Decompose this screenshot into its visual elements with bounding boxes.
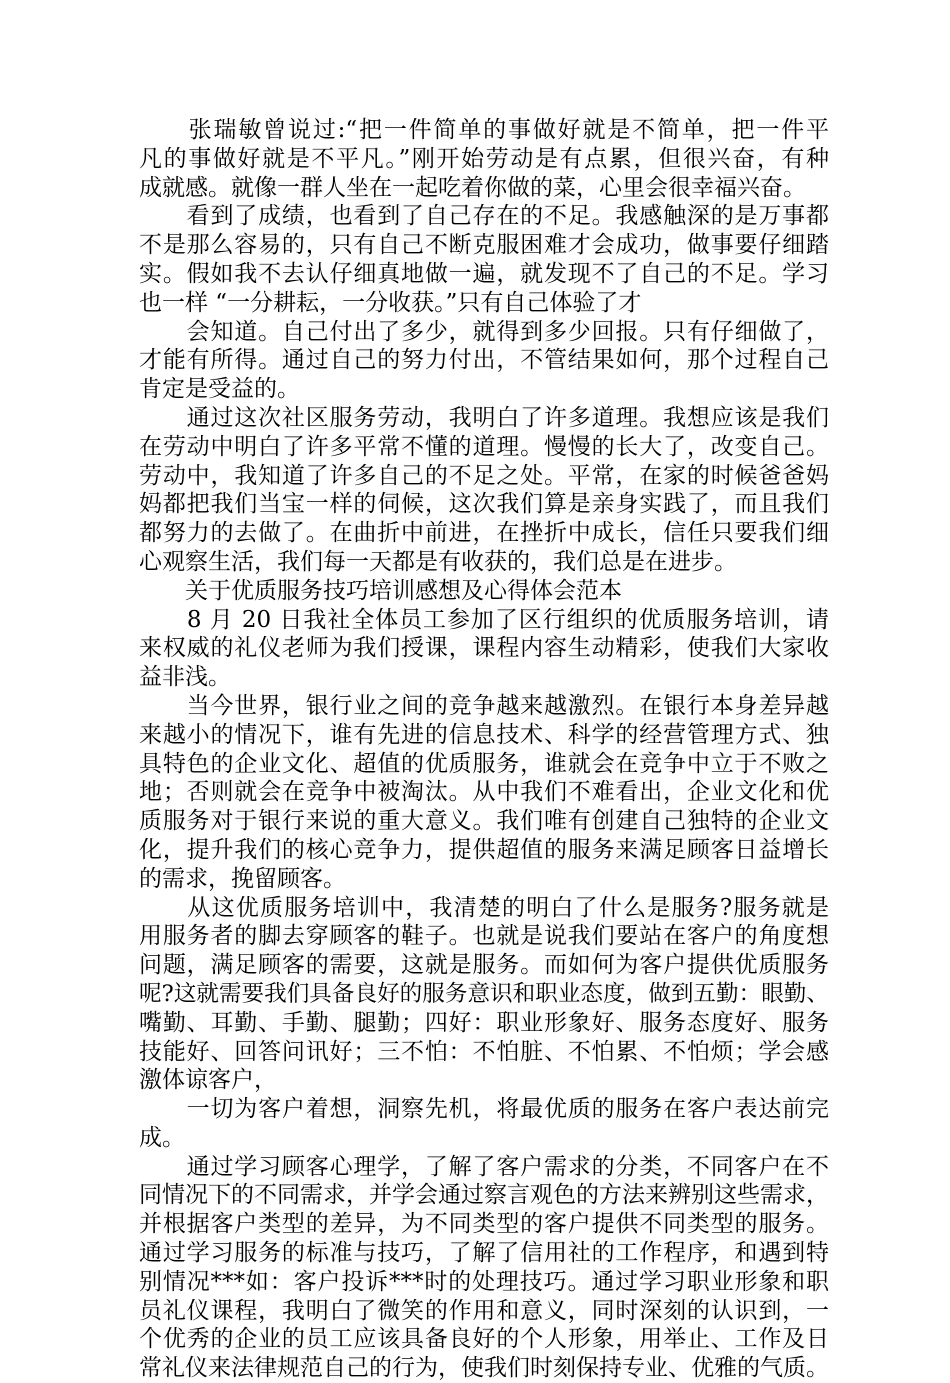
text-line: 会知道。自己付出了多少，就得到多少回报。只有仔细做了， bbox=[139, 318, 829, 345]
text-line: 不是那么容易的，只有自己不断克服困难才会成功，做事要仔细踏 bbox=[139, 232, 829, 259]
text-line: 在劳动中明白了许多平常不懂的道理。慢慢的长大了，改变自己。 bbox=[139, 433, 829, 460]
text-line: 化，提升我们的核心竞争力，提供超值的服务来满足顾客日益增长 bbox=[139, 836, 829, 863]
text-line: 劳动中，我知道了许多自己的不足之处。平常，在家的时候爸爸妈 bbox=[139, 462, 829, 489]
text-line: 关于优质服务技巧培训感想及心得体会范本 bbox=[139, 577, 622, 604]
text-line: 来越小的情况下，谁有先进的信息技术、科学的经营管理方式、独 bbox=[139, 721, 829, 748]
text-line: 才能有所得。通过自己的努力付出，不管结果如何，那个过程自己 bbox=[139, 347, 829, 374]
text-line: 通过学习顾客心理学，了解了客户需求的分类，不同客户在不 bbox=[139, 1153, 829, 1180]
text-line: 员礼仪课程，我明白了微笑的作用和意义，同时深刻的认识到，一 bbox=[139, 1297, 829, 1324]
text-line: 当今世界，银行业之间的竞争越来越激烈。在银行本身差异越 bbox=[139, 692, 829, 719]
text-line: 张瑞敏曾说过:“把一件简单的事做好就是不简单，把一件平 bbox=[139, 117, 829, 143]
text-line: 地；否则就会在竞争中被淘汰。从中我们不难看出，企业文化和优 bbox=[139, 779, 829, 806]
text-line: 都努力的去做了。在曲折中前进，在挫折中成长，信任只要我们细 bbox=[139, 520, 829, 547]
text-line: 通过这次社区服务劳动，我明白了许多道理。我想应该是我们 bbox=[139, 404, 829, 431]
text-line: 也一样 “一分耕耘，一分收获。”只有自己体验了才 bbox=[139, 289, 642, 316]
text-line: 的需求，挽留顾客。 bbox=[139, 865, 346, 892]
text-line: 常礼仪来法律规范自己的行为，使我们时刻保持专业、优雅的气质。 bbox=[139, 1355, 829, 1382]
text-line: 同情况下的不同需求，并学会通过察言观色的方法来辨别这些需求， bbox=[139, 1182, 829, 1209]
text-line: 肯定是受益的。 bbox=[139, 376, 300, 403]
text-line: 别情况***如：客户投诉***时的处理技巧。通过学习职业形象和职 bbox=[139, 1268, 829, 1295]
text-line: 通过学习服务的标准与技巧，了解了信用社的工作程序，和遇到特 bbox=[139, 1240, 829, 1267]
text-line: 呢?这就需要我们具备良好的服务意识和职业态度，做到五勤：眼勤、 bbox=[139, 980, 829, 1007]
document-body bbox=[139, 116, 829, 1383]
text-line: 8 月 20 日我社全体员工参加了区行组织的优质服务培训，请 bbox=[139, 606, 829, 633]
text-line: 凡的事做好就是不平凡。”刚开始劳动是有点累，但很兴奋，有种 bbox=[139, 145, 829, 172]
text-line: 问题，满足顾客的需要，这就是服务。而如何为客户提供优质服务 bbox=[139, 952, 829, 979]
text-line: 成就感。就像一群人坐在一起吃着你做的菜，心里会很幸福兴奋。 bbox=[139, 174, 806, 201]
text-line: 看到了成绩，也看到了自己存在的不足。我感触深的是万事都 bbox=[139, 203, 829, 230]
text-line: 从这优质服务培训中，我清楚的明白了什么是服务?服务就是 bbox=[139, 894, 829, 921]
text-line: 质服务对于银行来说的重大意义。我们唯有创建自己独特的企业文 bbox=[139, 808, 829, 835]
text-line: 用服务者的脚去穿顾客的鞋子。也就是说我们要站在客户的角度想 bbox=[139, 923, 829, 950]
text-line: 并根据客户类型的差异，为不同类型的客户提供不同类型的服务。 bbox=[139, 1211, 829, 1238]
text-line: 实。假如我不去认仔细真地做一遍，就发现不了自己的不足。学习 bbox=[139, 260, 829, 287]
text-line: 成。 bbox=[139, 1124, 185, 1151]
text-line: 益非浅。 bbox=[139, 664, 231, 691]
text-line: 具特色的企业文化、超值的优质服务，谁就会在竞争中立于不败之 bbox=[139, 750, 829, 777]
text-line: 妈都把我们当宝一样的伺候，这次我们算是亲身实践了，而且我们 bbox=[139, 491, 829, 518]
text-line: 一切为客户着想，洞察先机，将最优质的服务在客户表达前完 bbox=[139, 1096, 829, 1123]
text-line: 嘴勤、耳勤、手勤、腿勤；四好：职业形象好、服务态度好、服务 bbox=[139, 1009, 829, 1036]
text-line: 个优秀的企业的员工应该具备良好的个人形象，用举止、工作及日 bbox=[139, 1326, 829, 1353]
text-line: 来权威的礼仪老师为我们授课，课程内容生动精彩，使我们大家收 bbox=[139, 635, 829, 662]
text-line: 激体谅客户， bbox=[139, 1067, 277, 1094]
text-line: 心观察生活，我们每一天都是有收获的，我们总是在进步。 bbox=[139, 548, 737, 575]
text-line: 技能好、回答问讯好；三不怕：不怕脏、不怕累、不怕烦；学会感 bbox=[139, 1038, 829, 1065]
